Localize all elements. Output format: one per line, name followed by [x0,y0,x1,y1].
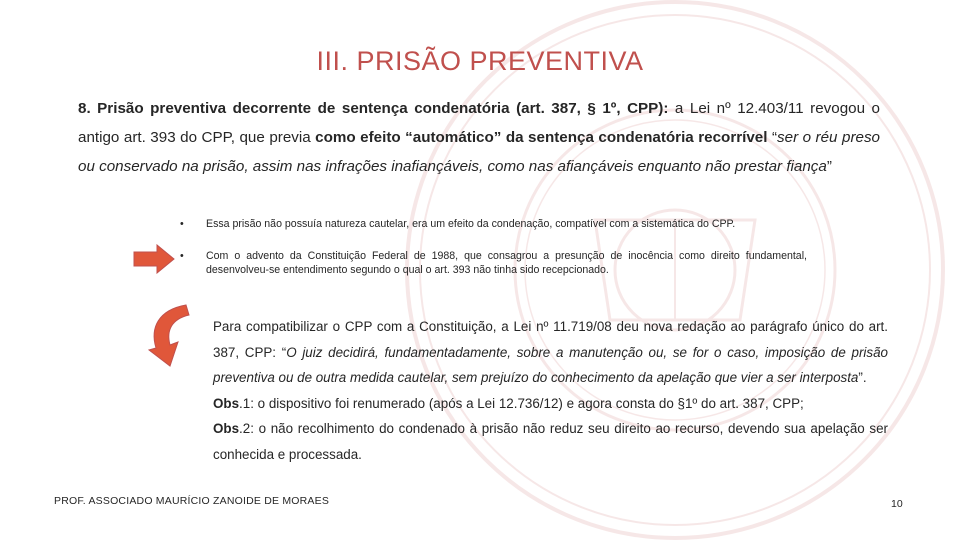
bullet-text: Com o advento da Constituição Federal de 1988, que consagrou a presunção de inocência como direito fundamental, desenvolveu-se entendimento segundo o qual o art. 393 não tinha sido recepcionado. [206,250,807,276]
bullet-marker: • [180,218,184,230]
bullet-list [180,217,807,277]
obs-1 [213,391,888,417]
bullet-marker: • [180,250,184,262]
obs-2 [213,416,888,467]
quote-open: “ [767,129,778,146]
bullet-item [180,217,807,231]
intro-quote: ser o réu preso ou conservado na prisão, assim nas infrações inafiançáveis, como nas afiançáveis enquanto não prestar fiança [78,129,880,175]
amendment-text: Para compatibilizar o CPP com a Constituição, a Lei nº 11.719/08 deu nova redação ao parágrafo único do art. 387, CPP: “ [213,319,888,360]
quote-close: ” [826,158,832,175]
amendment-quote: O juiz decidirá, fundamentadamente, sobre a manutenção ou, se for o caso, imposição de prisão preventiva ou de outra medida cautelar, sem prejuízo do conhecimento da apelação que vier a ser interposta [213,344,888,385]
curved-arrow-icon [146,302,192,368]
obs-text: .2: o não recolhimento do condenado à prisão não reduz seu direito ao recurso, devendo sua apelação ser conhecida e processada. [213,421,888,462]
main-paragraph-block [213,314,888,467]
page-number: 10 [891,498,903,510]
right-arrow-icon [133,244,175,274]
intro-bold-phrase: como efeito “automático” da sentença condenatória recorrível [315,129,768,146]
section-heading: 8. Prisão preventiva decorrente de sentença condenatória (art. 387, § 1º, CPP): [78,100,669,117]
intro-text-1: a Lei nº 12.403/11 revogou o antigo art. 393 do CPP, que previa [78,100,880,146]
obs-label: Obs [213,421,240,436]
obs-text: .1: o dispositivo foi renumerado (após a Lei 12.736/12) e agora consta do §1º do art. 387, CPP; [239,395,804,411]
bullet-text: Essa prisão não possuía natureza cautelar, era um efeito da condenação, compatível com a sistemática do CPP. [206,218,736,230]
intro-paragraph [78,94,880,181]
bullet-item [180,249,807,277]
slide-title: III. PRISÃO PREVENTIVA [316,46,644,76]
amendment-close: ”. [858,370,867,385]
obs-label: Obs [213,395,240,411]
amendment-paragraph [213,314,888,391]
footer-author: PROF. ASSOCIADO MAURÍCIO ZANOIDE DE MORAES [54,495,330,507]
